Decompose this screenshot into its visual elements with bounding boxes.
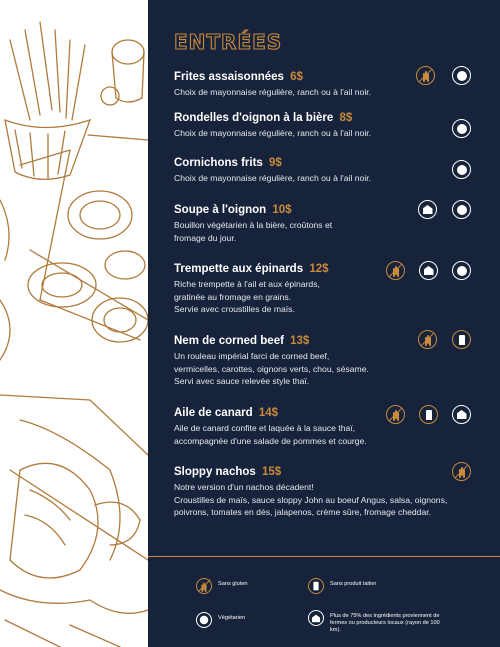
item-price: 12$ — [309, 263, 329, 275]
item-price: 8$ — [339, 112, 353, 124]
vegetarian-icon — [196, 612, 212, 628]
item-description: Bouillon végétarien à la bière, croûtons et fromage du jour. — [174, 220, 333, 243]
item-name: Frites assaisonnées — [174, 71, 284, 83]
item-name: Nem de corned beef — [174, 335, 284, 347]
legend-divider — [148, 556, 500, 557]
item-price: 13$ — [290, 335, 310, 347]
item-name: Trempette aux épinards — [174, 263, 304, 275]
vegetarian-icon — [452, 200, 471, 219]
item-price: 10$ — [272, 204, 292, 216]
item-price: 15$ — [262, 466, 282, 478]
legend-gluten-free — [196, 578, 318, 594]
legend-label: Sans gluten — [218, 581, 248, 587]
item-name: Soupe à l'oignon — [174, 204, 267, 216]
item-description: Un rouleau impérial farci de corned beef, vermicelles, carottes, oignons verts, chou, sésame. Servi avec sauce relevée style thaï. — [174, 351, 369, 386]
legend-label: Plus de 75% des ingrédients proviennent de fermes ou producteurs locaux (rayon de 100 km). — [330, 613, 440, 633]
gluten-free-icon — [386, 261, 405, 280]
item-price: 14$ — [258, 407, 279, 419]
local-icon — [419, 261, 438, 280]
item-description: Choix de mayonnaise régulière, ranch ou à l'ail noir. — [174, 128, 372, 138]
legend-label: Sans produit laitier — [330, 581, 377, 587]
item-description: Aile de canard confite et laquée à la sauce thaï, accompagnée d'une salade de pommes et courge. — [174, 423, 367, 446]
item-description: Riche trempette à l'ail et aux épinards, gratinée au fromage en grains. Servie avec croustilles de maïs. — [174, 279, 320, 314]
item-description: Notre version d'un nachos décadent! Croustilles de maïs, sauce sloppy John au boeuf Angus, salsa, oignons, poivrons, tomates en dés, jalapenos, crème sûre, fromage cheddar. — [174, 482, 448, 517]
item-price: 6$ — [290, 71, 303, 83]
legend-label: Végétarien — [218, 615, 246, 621]
dairy-free-icon — [308, 578, 324, 594]
local-icon — [452, 405, 471, 424]
food-illustration — [0, 0, 148, 647]
menu-item — [174, 465, 474, 519]
dairy-free-icon — [452, 330, 471, 349]
vegetarian-icon — [452, 119, 471, 138]
dairy-free-icon — [419, 405, 438, 424]
item-description: Choix de mayonnaise régulière, ranch ou à l'ail noir. — [174, 87, 372, 97]
legend-local — [308, 610, 440, 634]
item-price: 9$ — [269, 157, 282, 169]
gluten-free-icon — [416, 66, 435, 85]
gluten-free-icon — [418, 330, 437, 349]
section-title: ENTRÉES — [174, 30, 283, 54]
vegetarian-icon — [452, 160, 471, 179]
gluten-free-icon — [452, 462, 471, 481]
item-name: Cornichons frits — [174, 157, 263, 169]
vegetarian-icon — [452, 66, 471, 85]
menu-item — [174, 262, 384, 316]
menu-panel — [148, 0, 500, 647]
item-name: Rondelles d'oignon à la bière — [174, 112, 334, 124]
local-icon — [418, 200, 437, 219]
gluten-free-icon — [196, 578, 212, 594]
item-name: Aile de canard — [174, 407, 253, 419]
legend-vegetarian — [196, 612, 318, 628]
item-name: Sloppy nachos — [174, 466, 256, 478]
item-description: Choix de mayonnaise régulière, ranch ou à l'ail noir. — [174, 173, 372, 183]
legend-dairy-free — [308, 578, 390, 594]
local-icon — [308, 610, 324, 626]
gluten-free-icon — [386, 405, 405, 424]
menu-item — [174, 156, 384, 185]
vegetarian-icon — [452, 261, 471, 280]
food-sketch-image — [0, 0, 148, 647]
menu-item — [174, 111, 474, 140]
menu-item — [174, 203, 384, 244]
menu-item — [174, 70, 384, 99]
